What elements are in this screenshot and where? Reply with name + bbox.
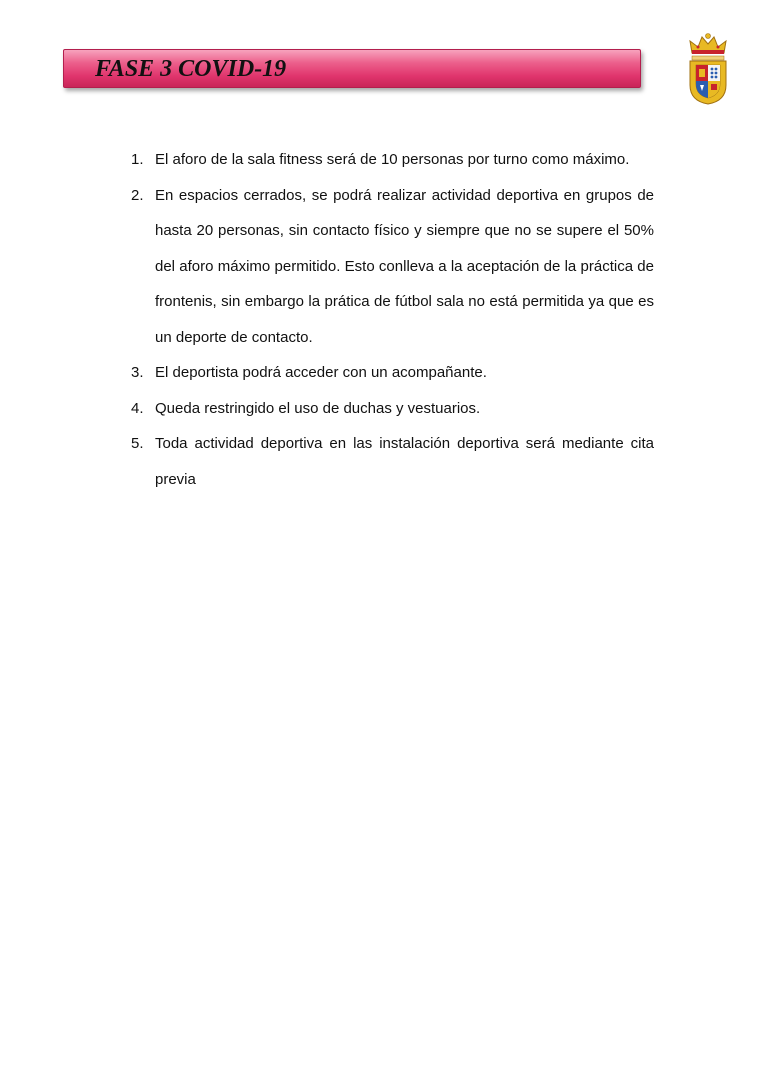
list-item-text: En espacios cerrados, se podrá realizar actividad deportiva en grupos de hasta 20 personas, sin contacto físico y siempre que no se supere el 50% del aforo máximo permitido. Esto conlleva a la aceptación de la práctica de frontenis, sin embargo la prática de fútbol sala no está permitida ya que es un deporte de contacto. bbox=[155, 186, 654, 346]
list-item-number: 1. bbox=[131, 151, 144, 168]
list-item bbox=[131, 391, 654, 427]
list-item bbox=[131, 178, 654, 356]
list-item-number: 2. bbox=[131, 186, 144, 204]
municipal-coat-of-arms-icon bbox=[686, 31, 730, 105]
list-item bbox=[131, 355, 654, 391]
list-item bbox=[131, 142, 654, 178]
list-item-text: Queda restringido el uso de duchas y vestuarios. bbox=[155, 399, 481, 417]
list-item-text: Toda actividad deportiva en las instalación deportiva será mediante cita previa bbox=[155, 435, 654, 488]
list-item bbox=[131, 426, 654, 497]
title-banner bbox=[63, 49, 641, 88]
list-item-text: El aforo de la sala fitness será de 10 personas por turno como máximo. bbox=[155, 151, 630, 168]
page-title: FASE 3 COVID-19 bbox=[95, 56, 287, 82]
list-item-text: El deportista podrá acceder con un acompañante. bbox=[155, 364, 487, 381]
list-item-number: 4. bbox=[131, 399, 144, 417]
list-item-number: 3. bbox=[131, 364, 144, 381]
list-item-number: 5. bbox=[131, 435, 144, 452]
rules-list bbox=[131, 142, 654, 497]
